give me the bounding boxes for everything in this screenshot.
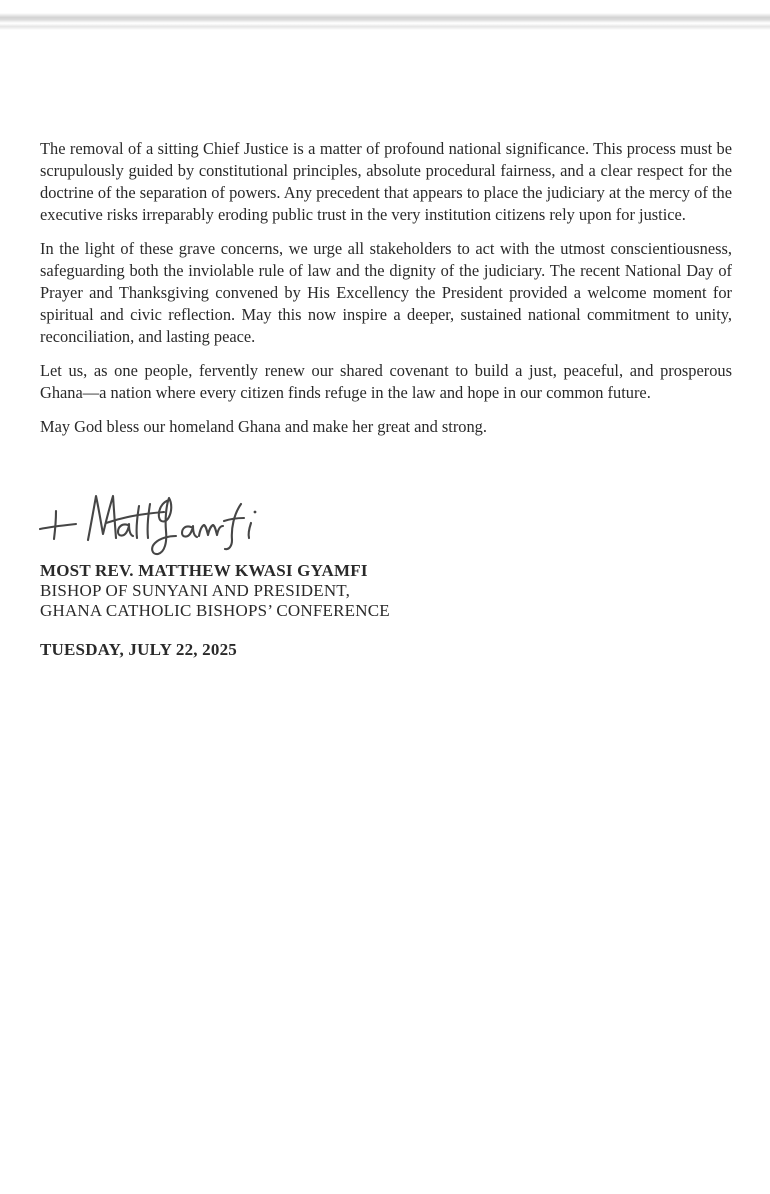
paragraph-grave-concerns: In the light of these grave concerns, we urge all stakeholders to act with the utmost conscientiousness, safeguarding both the inviolable rule of law and the dignity of the judiciary. The recent National Day of Prayer and Thanksgiving convened by His Excellency the President provided a welcome moment for spiritual and civic reflection. May this now inspire a deeper, sustained national commitment to unity, reconciliation, and lasting peace. (40, 239, 732, 346)
signatory-role: BISHOP OF SUNYANI AND PRESIDENT, (40, 581, 351, 600)
handwritten-signature (40, 490, 732, 554)
signature-ink-strokes (36, 490, 271, 558)
signatory-organization: GHANA CATHOLIC BISHOPS’ CONFERENCE (40, 601, 390, 620)
paragraph-chief-justice: The removal of a sitting Chief Justice is a matter of profound national significance. This process must be scrupulously guided by constitutional principles, absolute procedural fairness, and a clear respect for the doctrine of the separation of powers. Any precedent that appears to place the judiciary at the mercy of the executive risks irreparably eroding public trust in the very institution citizens rely upon for justice. (40, 139, 732, 224)
paragraph-covenant: Let us, as one people, fervently renew our shared covenant to build a just, peaceful, and prosperous Ghana—a nation where every citizen finds refuge in the law and hope in our common future. (40, 361, 732, 402)
signatory-name: MOST REV. MATTHEW KWASI GYAMFI (40, 561, 368, 580)
scan-seam-artifact (0, 13, 770, 30)
letter-body (40, 138, 732, 660)
paragraph-blessing: May God bless our homeland Ghana and make her great and strong. (40, 417, 487, 436)
letter-date: TUESDAY, JULY 22, 2025 (40, 640, 237, 659)
signatory-block (40, 561, 732, 621)
